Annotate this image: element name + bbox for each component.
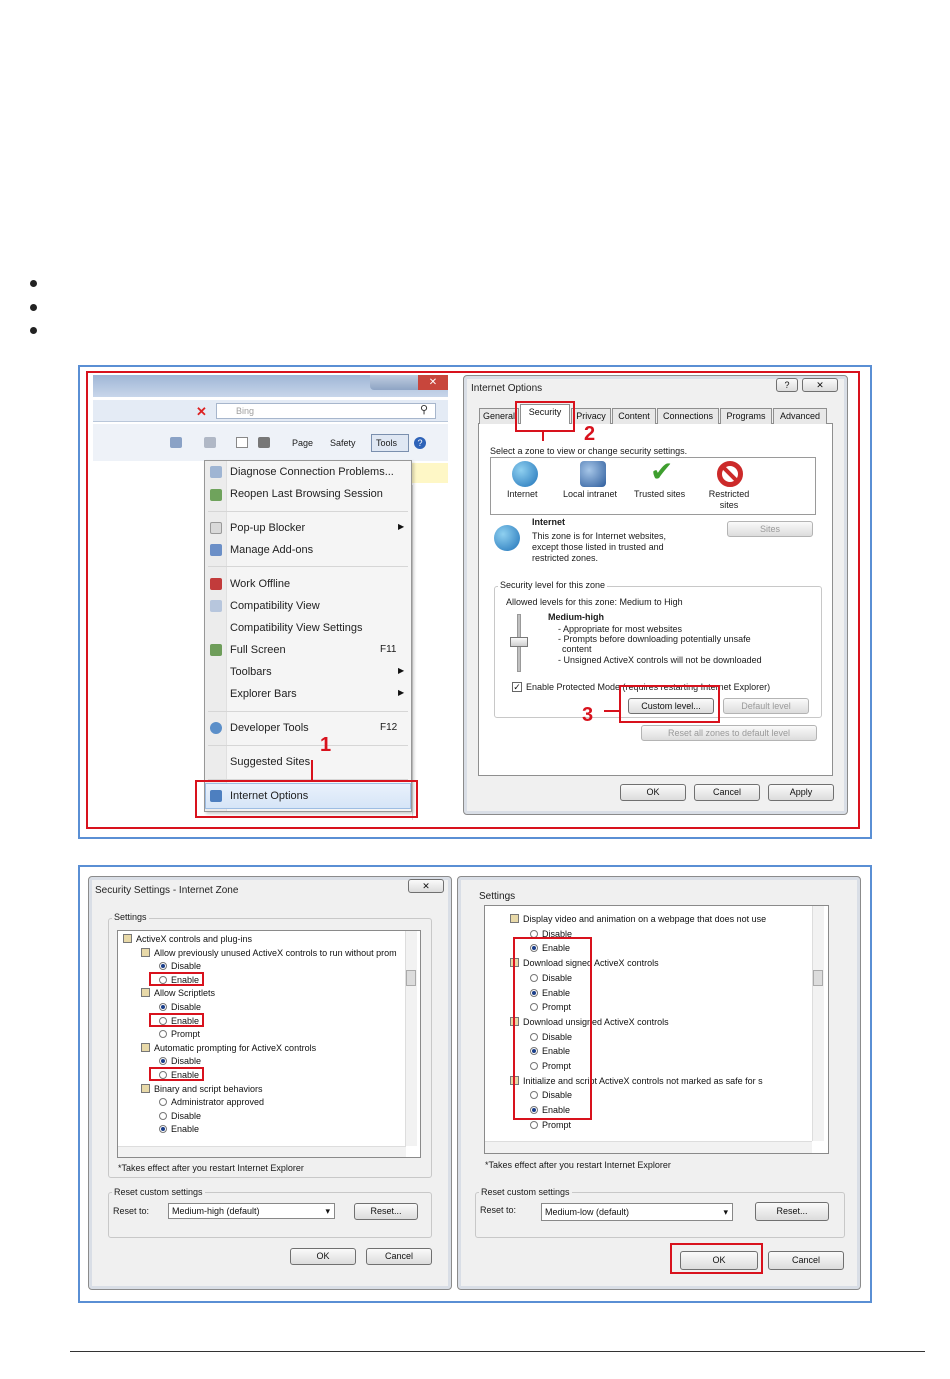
full-screen-shortcut: F11 xyxy=(380,644,397,655)
setting-label: Disable xyxy=(542,1031,573,1042)
select-zone-instruction: Select a zone to view or change security settings. xyxy=(490,446,688,456)
developer-tools-icon xyxy=(210,722,222,734)
mail-icon[interactable] xyxy=(236,437,248,448)
protected-mode-checkbox[interactable]: ✓ xyxy=(513,682,521,692)
highlight-enable-column xyxy=(513,937,592,1120)
home-icon[interactable] xyxy=(170,437,182,448)
setting-icon xyxy=(141,1043,150,1052)
menu-separator xyxy=(208,711,408,712)
setting-label: Download unsigned ActiveX controls xyxy=(523,1016,669,1027)
selected-zone-title: Internet xyxy=(532,517,566,527)
menu-item-toolbars[interactable]: Toolbars xyxy=(230,666,272,678)
radio-unselected-icon[interactable] xyxy=(159,1030,167,1038)
setting-label: Prompt xyxy=(542,1061,572,1071)
default-level-button: Default level xyxy=(723,698,809,714)
setting-label: Enable xyxy=(171,1070,200,1080)
setting-label: Download signed ActiveX controls xyxy=(523,958,659,969)
reset-button-left[interactable]: Reset... xyxy=(354,1203,418,1220)
callout-line-3 xyxy=(604,710,619,712)
work-offline-icon xyxy=(210,578,222,590)
reset-all-zones-button: Reset all zones to default level xyxy=(641,725,817,741)
setting-label: Prompt xyxy=(542,1119,572,1130)
submenu-arrow-icon: ▶ xyxy=(398,522,405,531)
ok-button[interactable]: OK xyxy=(620,784,686,801)
reset-to-label-right: Reset to: xyxy=(480,1205,517,1215)
setting-option[interactable] xyxy=(159,1028,200,1042)
ok-button-right[interactable]: OK xyxy=(680,1251,758,1270)
highlight-enable-2 xyxy=(149,1013,204,1027)
level-description-3: content xyxy=(562,644,592,654)
level-description-2: - Prompts before downloading potentially unsafe xyxy=(558,634,751,644)
tab-content[interactable]: Content xyxy=(612,408,656,424)
setting-label: Disable xyxy=(171,1002,202,1012)
close-dialog-button[interactable]: ✕ xyxy=(802,378,838,392)
setting-label: Administrator approved xyxy=(171,1097,265,1108)
callout-number-2: 2 xyxy=(584,423,596,445)
setting-label: Enable xyxy=(171,974,200,985)
tab-security[interactable]: Security xyxy=(520,404,570,424)
menu-item-internet-options[interactable]: Internet Options xyxy=(230,790,309,802)
setting-label: Enable xyxy=(171,1015,200,1026)
setting-label: ActiveX controls and plug-ins xyxy=(136,934,253,944)
tools-menu-label: Tools xyxy=(376,438,398,448)
full-screen-icon xyxy=(210,644,222,656)
setting-label: Enable xyxy=(542,987,571,998)
menu-item-suggested-sites[interactable]: Suggested Sites xyxy=(230,756,311,768)
settings-label-left: Settings xyxy=(114,912,147,922)
compat-view-icon xyxy=(210,600,222,612)
setting-option[interactable] xyxy=(530,1118,571,1133)
setting-label: Enable xyxy=(542,1046,571,1057)
bullet-3 xyxy=(30,327,37,334)
submenu-arrow-icon: ▶ xyxy=(398,666,405,675)
radio-selected-icon[interactable] xyxy=(159,1057,167,1065)
page-area xyxy=(412,485,448,820)
reset-to-label-left: Reset to: xyxy=(113,1206,150,1216)
allowed-levels-text: Allowed levels for this zone: Medium to High xyxy=(506,597,683,607)
setting-label: Enable xyxy=(542,1105,571,1116)
menu-item-popup-blocker[interactable]: Pop-up Blocker xyxy=(230,522,306,534)
tab-programs[interactable]: Programs xyxy=(720,408,772,424)
setting-icon xyxy=(141,948,150,957)
horizontal-scrollbar-left[interactable] xyxy=(118,1146,406,1157)
feeds-icon[interactable] xyxy=(204,437,216,448)
popup-blocker-icon xyxy=(210,522,222,534)
setting-label: Disable xyxy=(542,1090,573,1101)
protected-mode-label: Enable Protected Mode (requires restarting Internet Explorer) xyxy=(526,682,771,692)
close-window-icon[interactable]: ✕ xyxy=(418,375,448,390)
menu-item-developer-tools[interactable]: Developer Tools xyxy=(230,722,309,734)
setting-label: Disable xyxy=(171,1056,202,1067)
callout-box-1 xyxy=(195,780,418,818)
cancel-button-right[interactable]: Cancel xyxy=(768,1251,844,1270)
page-menu[interactable]: Page xyxy=(292,438,314,448)
menu-item-compat-view: Compatibility View xyxy=(230,600,320,612)
restart-footnote-right: *Takes effect after you restart Internet Explorer xyxy=(485,1160,671,1170)
callout-line-1 xyxy=(311,760,313,780)
setting-label: Prompt xyxy=(542,1002,572,1013)
callout-line-2 xyxy=(542,431,544,441)
zone-internet[interactable]: Internet xyxy=(507,489,538,499)
setting-category xyxy=(141,1042,316,1056)
callout-number-1: 1 xyxy=(320,734,332,756)
menu-separator xyxy=(208,745,408,746)
setting-category xyxy=(510,912,766,927)
radio-selected-icon[interactable] xyxy=(159,1125,167,1133)
zone-description-line-2: except those listed in trusted and xyxy=(532,542,664,552)
setting-label: Initialize and script ActiveX controls not marked as safe for s xyxy=(523,1075,763,1086)
help-button[interactable]: ? xyxy=(776,378,798,392)
menu-icon-column xyxy=(205,461,227,811)
setting-icon xyxy=(510,914,519,923)
bullet-2 xyxy=(30,304,37,311)
setting-label: Allow Scriptlets xyxy=(154,988,216,999)
zone-local-intranet[interactable]: Local intranet xyxy=(563,489,618,499)
radio-unselected-icon[interactable] xyxy=(159,1098,167,1106)
submenu-arrow-icon: ▶ xyxy=(398,688,405,697)
scrollbar-thumb[interactable] xyxy=(406,970,416,986)
callout-number-3: 3 xyxy=(582,704,594,726)
setting-label: Disable xyxy=(542,972,573,983)
setting-category xyxy=(141,947,397,961)
callout-box-3 xyxy=(619,685,720,723)
reset-custom-label-right: Reset custom settings xyxy=(481,1187,570,1197)
security-settings-title: Security Settings - Internet Zone xyxy=(95,885,239,896)
custom-level-button[interactable]: Custom level... xyxy=(628,698,714,714)
setting-label: Automatic prompting for ActiveX controls xyxy=(154,1042,317,1053)
zone-description-line-3: restricted zones. xyxy=(532,553,599,563)
print-icon[interactable] xyxy=(258,437,270,448)
settings-label-right: Settings xyxy=(479,891,516,902)
settings-list-left[interactable] xyxy=(117,930,421,1158)
cancel-button-left[interactable]: Cancel xyxy=(366,1248,432,1265)
highlight-enable-1 xyxy=(149,972,204,986)
setting-option[interactable] xyxy=(159,1123,199,1137)
reset-to-dropdown-right[interactable]: Medium-low (default) ▾ xyxy=(541,1203,733,1221)
setting-option[interactable] xyxy=(159,1096,264,1110)
footer-rule xyxy=(70,1351,925,1352)
reopen-icon xyxy=(210,489,222,501)
reset-to-dropdown-left[interactable]: Medium-high (default) ▾ xyxy=(168,1203,335,1219)
menu-item-reopen[interactable]: Reopen Last Browsing Session xyxy=(230,488,383,500)
security-level-label: Security level for this zone xyxy=(500,580,606,590)
highlight-enable-3 xyxy=(149,1067,204,1081)
diagnose-icon xyxy=(210,466,222,478)
tab-general[interactable]: General xyxy=(479,408,519,424)
sites-button: Sites xyxy=(727,521,813,537)
tab-advanced[interactable]: Advanced xyxy=(773,408,827,424)
setting-icon xyxy=(123,934,132,943)
scrollbar-thumb[interactable] xyxy=(813,970,823,986)
menu-separator xyxy=(208,511,408,512)
ok-button-left[interactable]: OK xyxy=(290,1248,356,1265)
setting-label: Enable xyxy=(542,943,571,954)
level-description-1: - Appropriate for most websites xyxy=(558,624,683,634)
setting-category xyxy=(123,933,252,947)
radio-selected-icon[interactable] xyxy=(159,962,167,970)
manage-addons-icon xyxy=(210,544,222,556)
setting-option[interactable] xyxy=(159,1110,201,1124)
setting-label: Prompt xyxy=(171,1029,201,1040)
setting-label: Binary and script behaviors xyxy=(154,1083,263,1094)
trusted-sites-icon[interactable]: ✔ xyxy=(650,456,674,487)
developer-tools-shortcut: F12 xyxy=(380,722,398,733)
settings-scrollbar-right[interactable] xyxy=(812,906,824,1141)
radio-selected-icon[interactable] xyxy=(159,1003,167,1011)
menu-item-explorer-bars[interactable]: Explorer Bars xyxy=(230,688,297,700)
setting-icon xyxy=(141,988,150,997)
menu-item-manage-addons[interactable]: Manage Add-ons xyxy=(230,544,314,556)
notification-bar xyxy=(412,463,448,483)
selected-zone-globe-icon xyxy=(494,525,520,551)
setting-label: Allow previously unused ActiveX controls to run without prom xyxy=(154,947,397,958)
menu-item-diagnose: Diagnose Connection Problems... xyxy=(230,466,394,478)
stop-icon[interactable]: ✕ xyxy=(196,404,207,419)
zone-trusted-sites[interactable]: Trusted sites xyxy=(634,489,686,499)
close-dialog-button[interactable]: ✕ xyxy=(408,879,444,893)
settings-scrollbar-left[interactable] xyxy=(405,931,417,1146)
cancel-button[interactable]: Cancel xyxy=(694,784,760,801)
bullet-1 xyxy=(30,280,37,287)
setting-label: Disable xyxy=(542,928,573,939)
menu-item-work-offline[interactable]: Work Offline xyxy=(230,578,291,590)
local-intranet-icon[interactable] xyxy=(580,461,606,487)
search-icon[interactable]: ⚲ xyxy=(420,404,429,416)
setting-category xyxy=(141,987,215,1001)
internet-globe-icon[interactable] xyxy=(512,461,538,487)
safety-menu[interactable]: Safety xyxy=(330,438,356,448)
menu-item-full-screen[interactable]: Full Screen xyxy=(230,644,286,656)
zone-description-line-1: This zone is for Internet websites, xyxy=(532,531,667,541)
zone-restricted-sites[interactable]: Restricted sites xyxy=(708,489,750,510)
restart-footnote-left: *Takes effect after you restart Internet Explorer xyxy=(118,1163,304,1173)
level-description-4: - Unsigned ActiveX controls will not be downloaded xyxy=(558,655,762,665)
help-icon[interactable]: ? xyxy=(414,437,426,449)
reset-button-right[interactable]: Reset... xyxy=(755,1202,829,1221)
security-slider-thumb[interactable] xyxy=(510,637,528,647)
callout-box-2 xyxy=(515,401,575,432)
radio-unselected-icon[interactable] xyxy=(159,1112,167,1120)
apply-button[interactable]: Apply xyxy=(768,784,834,801)
search-placeholder: Bing xyxy=(236,406,255,416)
internet-options-title: Internet Options xyxy=(471,383,543,394)
tab-privacy[interactable]: Privacy xyxy=(571,408,611,424)
menu-item-compat-settings[interactable]: Compatibility View Settings xyxy=(230,622,363,634)
setting-label: Disable xyxy=(171,961,202,972)
setting-label: Display video and animation on a webpage that does not use xyxy=(523,914,767,924)
radio-unselected-icon[interactable] xyxy=(530,1121,538,1129)
highlight-ok-right xyxy=(670,1243,763,1274)
setting-icon xyxy=(141,1084,150,1093)
setting-category xyxy=(141,1083,263,1097)
horizontal-scrollbar-right[interactable] xyxy=(485,1141,812,1153)
tab-connections[interactable]: Connections xyxy=(657,408,719,424)
setting-label: Disable xyxy=(171,1110,202,1121)
menu-separator xyxy=(208,566,408,567)
level-name: Medium-high xyxy=(548,612,604,622)
reset-custom-label-left: Reset custom settings xyxy=(114,1187,203,1197)
setting-label: Enable xyxy=(171,1124,200,1135)
